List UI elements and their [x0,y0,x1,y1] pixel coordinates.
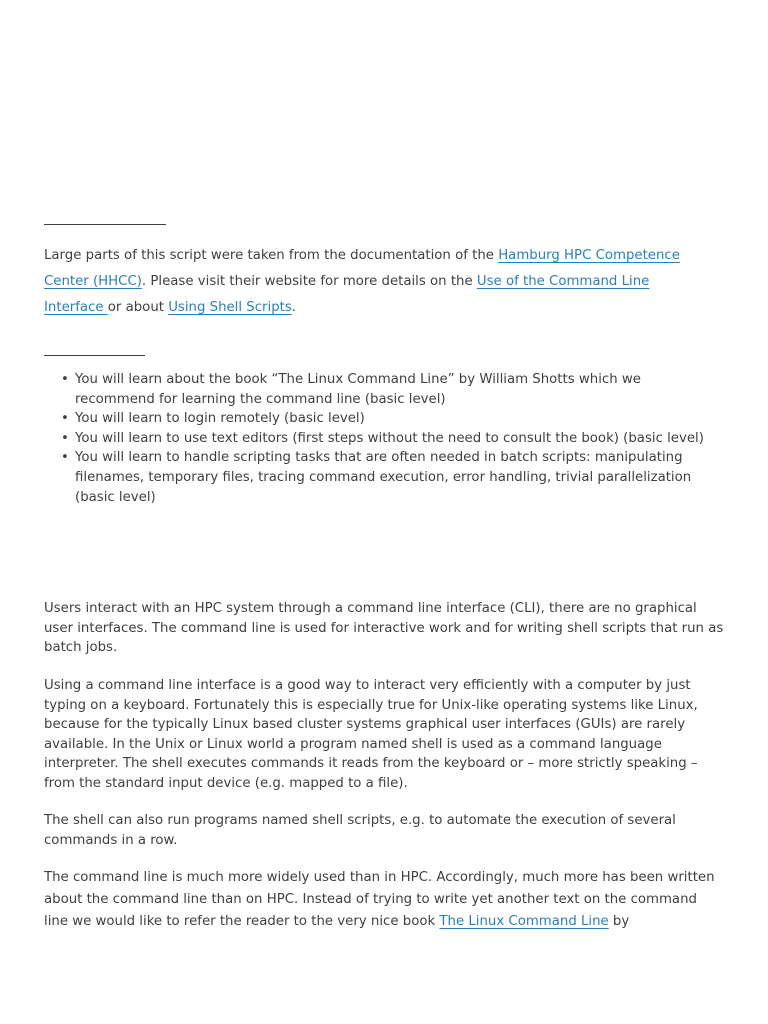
credit-text: Large parts of this script were taken from the documentation of the [44,248,499,263]
credit-text: or about [107,300,169,315]
command-line-interface-link[interactable]: Use of the Command Line Interface [44,274,650,315]
credit-text: . [291,300,297,315]
section-divider [44,355,145,356]
objective-item: • You will learn to login remotely (basic level) [75,409,715,429]
book-reference-text: by [608,914,630,929]
objective-item: • You will learn to handle scripting tasks that are often needed in batch scripts: manipulating filenames, temporary files, tracing command execution, error handling, trivial parallelization (basic level) [75,448,715,507]
learning-objectives-list [44,370,715,507]
shell-scripts-link[interactable]: Using Shell Scripts [168,300,292,315]
linux-command-line-book-link[interactable]: The Linux Command Line [439,914,609,929]
hhcc-link[interactable]: Hamburg HPC Competence Center (HHCC) [44,248,680,289]
objective-item: • You will learn about the book “The Linux Command Line” by William Shotts which we recommend for learning the command line (basic level) [75,370,715,409]
credit-text: . Please visit their website for more details on the [141,274,477,289]
book-reference-paragraph [44,867,724,933]
shell-scripts-paragraph: The shell can also run programs named shell scripts, e.g. to automate the execution of several commands in a row. [44,813,676,848]
section-divider [44,224,166,225]
objective-item: • You will learn to use text editors (first steps without the need to consult the book) (basic level) [75,429,715,449]
book-reference-text: The command line is much more widely used than in HPC. Accordingly, much more has been written about the command line than on HPC. Instead of trying to write yet another text on the command line we would like to refer the reader to the very nice book [44,870,715,929]
cli-paragraph: Using a command line interface is a good way to interact very efficiently with a computer by just typing on a keyboard. Fortunately this is especially true for Unix-like operating systems like Linux, because for the typically Linux based cluster systems graphical user interfaces (GUIs) are rarely available. In the Unix or Linux world a program named shell is used as a command language interpreter. The shell executes commands it reads from the keyboard or – more strictly speaking – from the standard input device (e.g. mapped to a file). [44,678,698,791]
intro-paragraph: Users interact with an HPC system through a command line interface (CLI), there are no graphical user interfaces. The command line is used for interactive work and for writing shell scripts that run as batch jobs. [44,601,724,656]
credit-paragraph [44,243,710,321]
